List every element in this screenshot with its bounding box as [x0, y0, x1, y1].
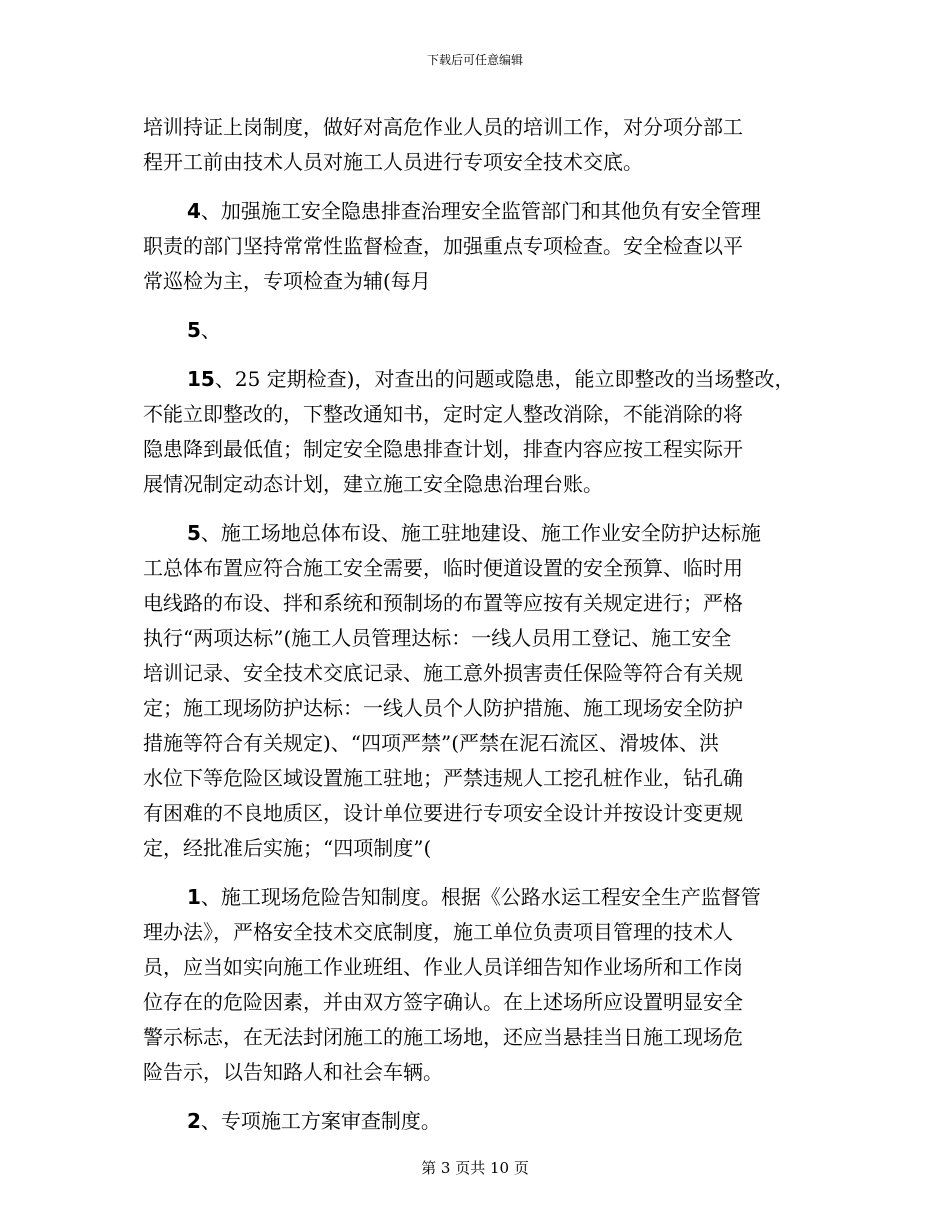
- text-line: 常巡检为主，专项检查为辅(每月: [143, 269, 431, 293]
- document-body: [143, 110, 843, 1139]
- page-footer: 第 3 页共 10 页: [421, 1159, 529, 1177]
- paragraph-start-line: 15、25 定期检查)，对查出的问题或隐患，能立即整改的当场整改，: [187, 367, 795, 391]
- text-line: 程开工前由技术人员对施工人员进行专项安全技术交底。: [143, 150, 643, 174]
- text-line: 展情况制定动态计划，建立施工安全隐患治理台账。: [143, 472, 603, 496]
- item-number: 5: [187, 521, 201, 545]
- text-line: 培训持证上岗制度，做好对高危作业人员的培训工作，对分项分部工: [143, 115, 743, 139]
- text-line: 培训记录、安全技术交底记录、施工意外损害责任保险等符合有关规: [143, 661, 743, 685]
- paragraph-start-line: 2、专项施工方案审查制度。: [187, 1109, 441, 1133]
- text-line: 职责的部门坚持常常性监督检查，加强重点专项检查。安全检查以平: [143, 234, 743, 258]
- text-line: 措施等符合有关规定)、“四项严禁”(严禁在泥石流区、滑坡体、洪: [143, 731, 720, 755]
- text-line: 工总体布置应符合施工安全需要，临时便道设置的安全预算、临时用: [143, 556, 743, 580]
- text-line: 位存在的危险因素，并由双方签字确认。在上述场所应设置明显安全: [143, 990, 743, 1014]
- text-line: 定，经批准后实施；“四项制度”(: [143, 836, 432, 860]
- text-line: 理办法》，严格安全技术交底制度，施工单位负责项目管理的技术人: [143, 920, 733, 944]
- text-line: 隐患降到最低值；制定安全隐患排查计划，排查内容应按工程实际开: [143, 437, 743, 461]
- item-number: 15: [187, 367, 215, 391]
- item-number: 1: [187, 885, 201, 909]
- item-number: 2: [187, 1109, 201, 1133]
- text-line: 警示标志，在无法封闭施工的施工场地，还应当悬挂当日施工现场危: [143, 1025, 743, 1049]
- page-header: 下载后可任意编辑: [426, 53, 523, 67]
- paragraph-start-line: 1、施工现场危险告知制度。根据《公路水运工程安全生产监督管: [187, 885, 761, 909]
- text-line: 险告示，以告知路人和社会车辆。: [143, 1060, 443, 1084]
- text-line: 有困难的不良地质区，设计单位要进行专项安全设计并按设计变更规: [143, 801, 743, 825]
- text-line: 员，应当如实向施工作业班组、作业人员详细告知作业场所和工作岗: [143, 955, 743, 979]
- item-number: 4: [187, 199, 201, 223]
- paragraph-start-line: 5、: [187, 318, 221, 342]
- text-line: 电线路的布设、拌和系统和预制场的布置等应按有关规定进行；严格: [143, 591, 743, 615]
- text-line: 定；施工现场防护达标：一线人员个人防护措施、施工现场安全防护: [143, 696, 743, 720]
- text-line: 水位下等危险区域设置施工驻地；严禁违规人工挖孔桩作业，钻孔确: [143, 766, 743, 790]
- text-line: 不能立即整改的，下整改通知书，定时定人整改消除，不能消除的将: [143, 402, 743, 426]
- paragraph-start-line: 5、施工场地总体布设、施工驻地建设、施工作业安全防护达标施: [187, 521, 761, 545]
- text-line: 执行“两项达标”(施工人员管理达标：一线人员用工登记、施工安全: [143, 626, 732, 650]
- paragraph-start-line: 4、加强施工安全隐患排查治理安全监管部门和其他负有安全管理: [187, 199, 761, 223]
- item-number: 5: [187, 318, 201, 342]
